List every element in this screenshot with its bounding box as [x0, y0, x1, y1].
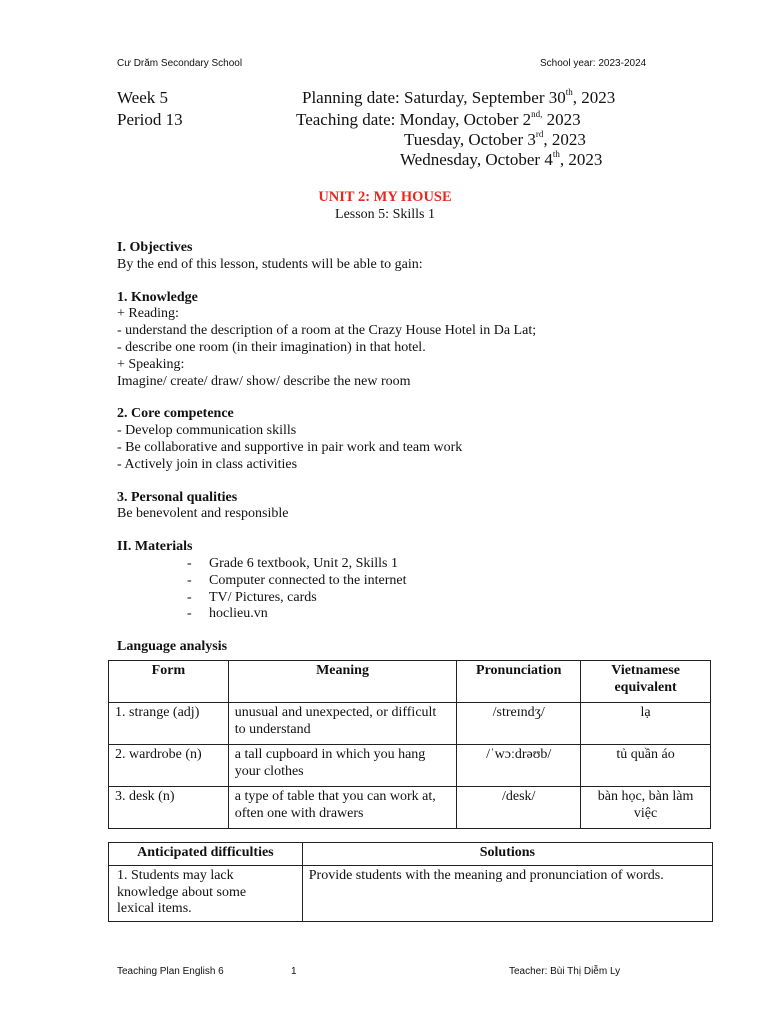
objectives-heading: I. Objectives: [117, 240, 193, 255]
materials-list: [187, 556, 717, 623]
core-line: - Actively join in class activities: [117, 456, 298, 472]
personal-qualities-heading: 3. Personal qualities: [117, 489, 238, 505]
table-row: [109, 865, 713, 921]
teaching-date-tuesday: Tuesday, October 3rd, 2023: [404, 129, 586, 149]
column-header: Meaning: [228, 661, 456, 703]
form-cell: 2. wardrobe (n): [109, 745, 229, 787]
column-header: Pronunciation: [457, 661, 581, 703]
header-school-year: School year: 2023-2024: [540, 58, 647, 69]
objectives-intro: By the end of this lesson, students will be able to gain:: [117, 256, 423, 272]
knowledge-line: - understand the description of a room at the Crazy House Hotel in Da Lat;: [117, 323, 537, 339]
teaching-date-wednesday: Wednesday, October 4th, 2023: [400, 149, 603, 169]
pronunciation-cell: /desk/: [457, 787, 581, 829]
materials-heading: II. Materials: [117, 539, 193, 555]
material-item: - TV/ Pictures, cards: [187, 590, 717, 607]
language-analysis-table: [108, 660, 711, 829]
table-row: [109, 787, 711, 829]
core-line: - Be collaborative and supportive in pair work and team work: [117, 439, 463, 455]
table-row: [109, 745, 711, 787]
knowledge-line: + Speaking:: [117, 356, 185, 372]
knowledge-line: + Reading:: [117, 306, 179, 322]
pronunciation-cell: /streɪndʒ/: [457, 703, 581, 745]
column-header: Vietnamese equivalent: [581, 661, 711, 703]
form-cell: 1. strange (adj): [109, 703, 229, 745]
core-line: - Develop communication skills: [117, 423, 297, 439]
column-header: Anticipated difficulties: [109, 843, 303, 866]
meaning-cell: unusual and unexpected, or difficult to understand: [228, 703, 456, 745]
meaning-cell: a type of table that you can work at, often one with drawers: [228, 787, 456, 829]
unit-title: UNIT 2: MY HOUSE: [318, 189, 452, 205]
week-label: Week 5: [117, 88, 169, 107]
difficulties-table: [108, 842, 713, 922]
column-header: Solutions: [302, 843, 712, 866]
footer-title: Teaching Plan English 6: [117, 966, 224, 977]
pronunciation-cell: /ˈwɔːdrəʊb/: [457, 745, 581, 787]
knowledge-line: - describe one room (in their imagination) in that hotel.: [117, 339, 426, 355]
material-item: - Grade 6 textbook, Unit 2, Skills 1: [187, 556, 717, 573]
solution-cell: Provide students with the meaning and pronunciation of words.: [302, 865, 712, 921]
table-header-row: [109, 843, 713, 866]
lesson-body: [117, 240, 717, 656]
vietnamese-cell: lạ: [581, 703, 711, 745]
material-item: - hoclieu.vn: [187, 606, 717, 623]
vietnamese-cell: bàn học, bàn làm việc: [581, 787, 711, 829]
language-analysis-heading: Language analysis: [117, 639, 228, 655]
period-label: Period 13: [117, 110, 183, 129]
table-row: [109, 703, 711, 745]
header-school: Cư Drăm Secondary School: [117, 58, 243, 69]
meaning-cell: a tall cupboard in which you hang your clothes: [228, 745, 456, 787]
teaching-date-monday: Teaching date: Monday, October $2^{nd,}$ 2023: [296, 109, 581, 129]
knowledge-heading: 1. Knowledge: [117, 289, 198, 305]
planning-date: Planning date: Saturday, September 30th, 2023: [302, 87, 616, 107]
knowledge-line: Imagine/ create/ draw/ show/ describe the new room: [117, 373, 411, 389]
column-header: Form: [109, 661, 229, 703]
lesson-subtitle: Lesson 5: Skills 1: [335, 207, 435, 222]
form-cell: 3. desk (n): [109, 787, 229, 829]
core-competence-heading: 2. Core competence: [117, 406, 234, 422]
vietnamese-cell: tủ quần áo: [581, 745, 711, 787]
table-header-row: [109, 661, 711, 703]
material-item: - Computer connected to the internet: [187, 573, 717, 590]
difficulty-cell: 1. Students may lack knowledge about some lexical items.: [109, 865, 303, 921]
personal-qualities-text: Be benevolent and responsible: [117, 506, 289, 522]
footer-teacher: Teacher: Bùi Thị Diễm Ly: [509, 966, 621, 977]
page-number: 1: [291, 966, 297, 977]
